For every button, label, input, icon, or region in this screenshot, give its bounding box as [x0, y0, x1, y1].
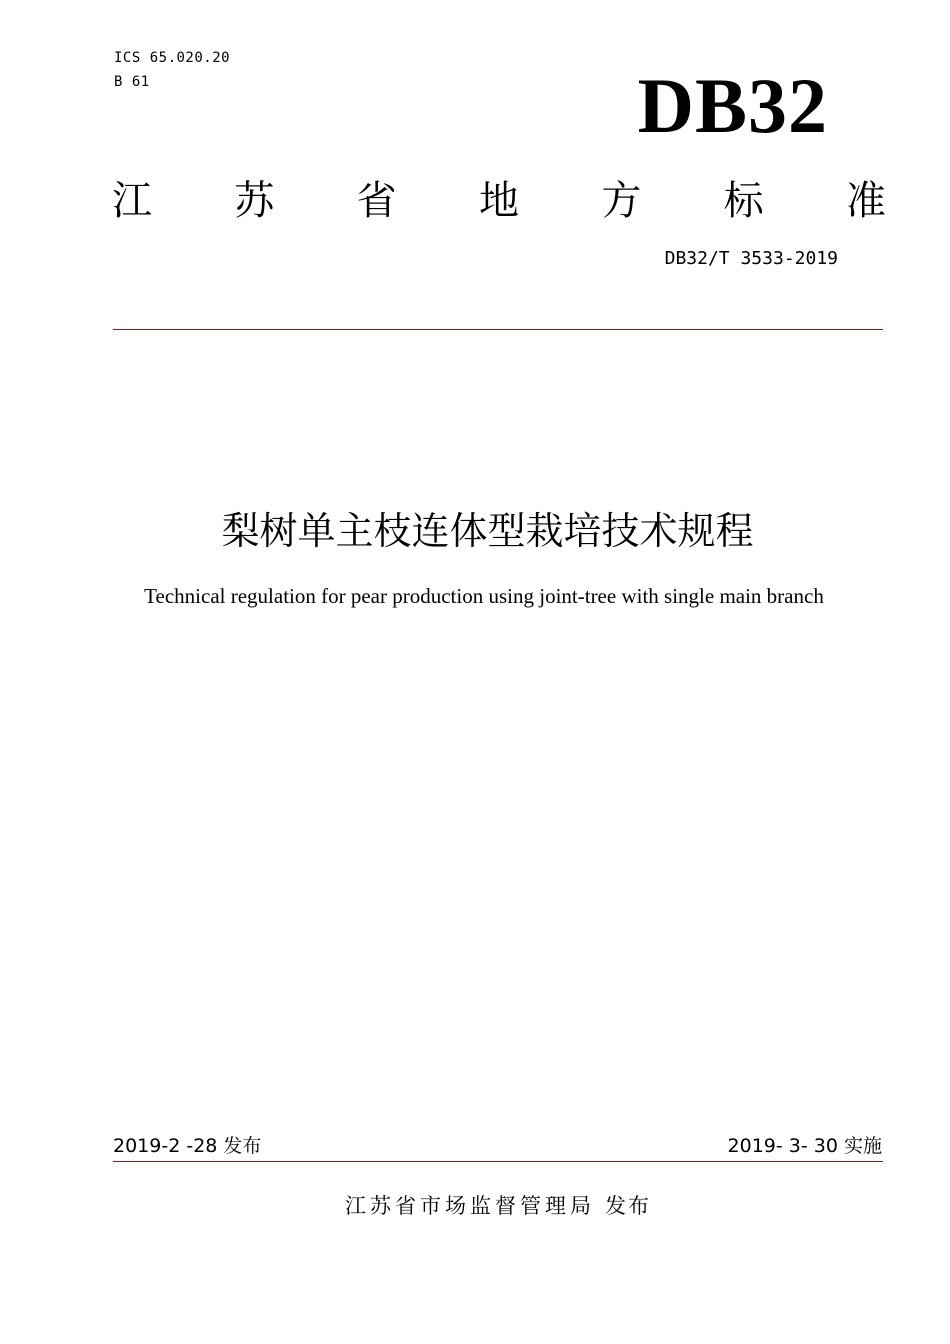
standard-type-char: 省	[356, 178, 397, 224]
standard-code: DB32	[637, 62, 828, 149]
standard-type-char: 方	[601, 178, 642, 224]
implementation-date: 2019- 3- 30 实施	[727, 1135, 882, 1157]
bottom-divider	[113, 1161, 883, 1162]
standard-type-char: 准	[845, 178, 886, 224]
ccs-code: B 61	[114, 74, 150, 90]
standard-number: DB32/T 3533-2019	[664, 248, 838, 269]
document-title-english: Technical regulation for pear production using joint-tree with single main branch	[144, 584, 824, 608]
top-divider	[113, 329, 883, 330]
standard-type-char: 标	[723, 178, 764, 224]
standard-type-char: 地	[478, 178, 519, 224]
ics-code: ICS 65.020.20	[114, 50, 231, 66]
standard-type-char: 江	[112, 178, 152, 224]
publisher-name: 江苏省市场监督管理局	[345, 1194, 595, 1218]
standard-type-char: 苏	[234, 178, 275, 224]
document-title-chinese: 梨树单主枝连体型栽培技术规程	[221, 509, 754, 553]
publisher-suffix: 发布	[605, 1194, 651, 1218]
publisher-line	[0, 1192, 950, 1220]
issue-date: 2019-2 -28 发布	[113, 1135, 262, 1157]
standard-type-heading	[112, 176, 886, 226]
